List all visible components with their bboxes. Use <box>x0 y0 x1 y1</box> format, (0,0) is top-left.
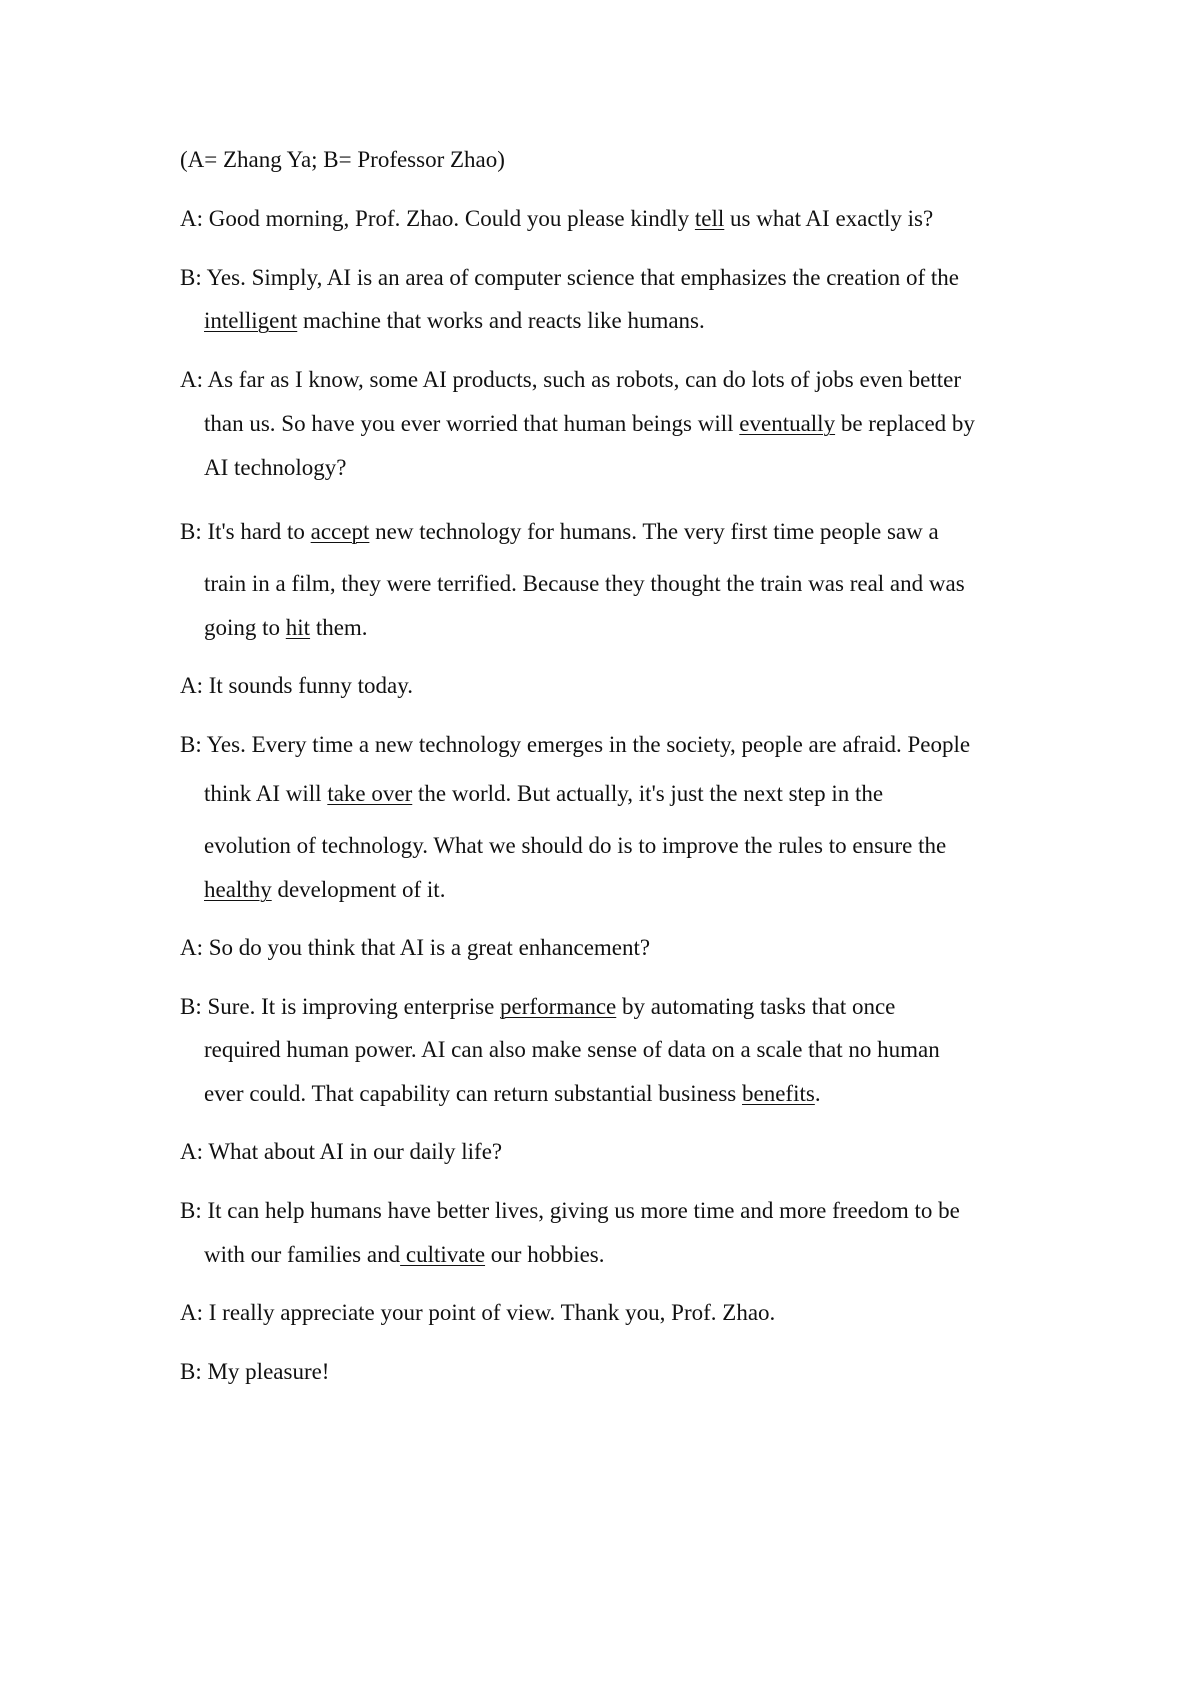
text-segment: than us. So have you ever worried that human beings will <box>204 411 740 436</box>
text-segment: B: It's hard to <box>180 519 311 544</box>
underlined-word: tell <box>694 206 725 231</box>
text-segment: going to <box>204 615 286 640</box>
text-segment: ever could. That capability can return substantial business <box>204 1081 743 1106</box>
dialogue-line-b5: B: It can help humans have better lives, giving us more time and more freedom to be <box>180 1198 960 1223</box>
text-segment: the world. But actually, it's just the next step in the <box>412 781 884 806</box>
dialogue-line-b4-cont2 <box>204 1079 821 1109</box>
dialogue-line-b3-cont1 <box>204 779 883 809</box>
dialogue-line-b3-cont2: evolution of technology. What we should do is to improve the rules to ensure the <box>204 833 947 858</box>
text-segment: with our families and <box>204 1242 401 1267</box>
underlined-word: benefits <box>742 1081 815 1106</box>
dialogue-line-b4-cont1: required human power. AI can also make sense of data on a scale that no human <box>204 1037 940 1062</box>
text-segment: be replaced by <box>835 411 975 436</box>
text-segment: machine that works and reacts like humans. <box>297 308 705 333</box>
text-segment: our hobbies. <box>485 1242 605 1267</box>
dialogue-line-a4: A: So do you think that AI is a great enhancement? <box>180 935 651 960</box>
dialogue-line-b3-cont3 <box>204 875 445 905</box>
underlined-word: eventually <box>739 411 836 436</box>
dialogue-line-b1-cont <box>204 306 705 336</box>
text-segment: think AI will <box>204 781 328 806</box>
dialogue-line-a5: A: What about AI in our daily life? <box>180 1139 503 1164</box>
underlined-word: intelligent <box>204 308 298 333</box>
underlined-word: performance <box>500 994 617 1019</box>
text-segment: development of it. <box>271 877 446 902</box>
speaker-legend: (A= Zhang Ya; B= Professor Zhao) <box>180 147 505 172</box>
dialogue-line-a1 <box>180 204 933 234</box>
text-segment: new technology for humans. The very first time people saw a <box>369 519 939 544</box>
dialogue-line-a6: A: I really appreciate your point of view. Thank you, Prof. Zhao. <box>180 1300 776 1325</box>
dialogue-line-a2: A: As far as I know, some AI products, such as robots, can do lots of jobs even better <box>180 367 962 392</box>
dialogue-line-b5-cont <box>204 1240 605 1270</box>
underlined-word: accept <box>310 519 370 544</box>
dialogue-line-b1: B: Yes. Simply, AI is an area of computer science that emphasizes the creation of the <box>180 265 960 290</box>
dialogue-line-b2 <box>180 517 939 547</box>
text-segment: them. <box>310 615 368 640</box>
dialogue-line-a2-cont1 <box>204 409 975 439</box>
dialogue-line-b2-cont2 <box>204 613 368 643</box>
underlined-word: take over <box>327 781 413 806</box>
dialogue-line-a3: A: It sounds funny today. <box>180 673 413 698</box>
dialogue-line-a2-cont2: AI technology? <box>204 455 347 480</box>
dialogue-line-b6: B: My pleasure! <box>180 1359 330 1384</box>
underlined-word: healthy <box>204 877 272 902</box>
text-segment: by automating tasks that once <box>616 994 896 1019</box>
text-segment: B: Sure. It is improving enterprise <box>180 994 501 1019</box>
dialogue-line-b2-cont1: train in a film, they were terrified. Because they thought the train was real and was <box>204 571 965 596</box>
text-segment: us what AI exactly is? <box>724 206 934 231</box>
dialogue-line-b4 <box>180 992 895 1022</box>
text-segment: A: Good morning, Prof. Zhao. Could you please kindly <box>180 206 695 231</box>
underlined-word: cultivate <box>400 1242 486 1267</box>
text-segment: . <box>814 1081 821 1106</box>
underlined-word: hit <box>285 615 311 640</box>
dialogue-line-b3: B: Yes. Every time a new technology emerges in the society, people are afraid. People <box>180 732 971 757</box>
